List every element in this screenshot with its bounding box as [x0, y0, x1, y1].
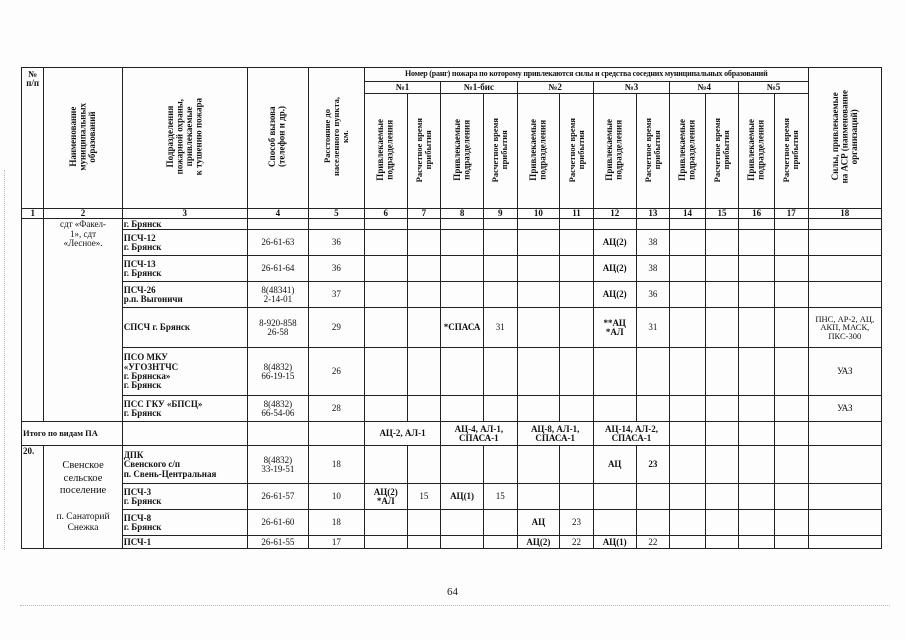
cell — [364, 396, 407, 422]
cell — [705, 348, 739, 396]
rank3-time-cell: 38 — [636, 230, 670, 256]
col-num: 18 — [808, 209, 881, 219]
cell — [593, 396, 636, 422]
cell — [774, 256, 808, 282]
scan-bottom-marks — [20, 605, 890, 606]
cell — [670, 446, 706, 484]
cell — [122, 422, 247, 446]
rank1-time-cell: 15 — [407, 484, 441, 510]
unit-cell: ПСО МКУ «УГОЗНТЧС г. Брянска» г. Брянск — [122, 348, 247, 396]
cell — [705, 282, 739, 308]
header-time-r1: Расчетное время прибытия — [407, 94, 441, 209]
phone-cell: 8(4832) 33-19-51 — [247, 446, 308, 484]
cell — [407, 536, 441, 549]
cell — [739, 510, 775, 536]
unit-cell: ПСЧ-3 г. Брянск — [122, 484, 247, 510]
cell — [739, 446, 775, 484]
asr-cell — [808, 536, 881, 549]
cell — [407, 396, 441, 422]
phone-cell: 8(4832) 66-54-06 — [247, 396, 308, 422]
unit-cell: ПСЧ-26 р.п. Выгоничи — [122, 282, 247, 308]
header-units-r1: Привлекаемые подразделения — [364, 94, 407, 209]
distance-cell: 28 — [308, 396, 364, 422]
summary-rank-3: АЦ-14, АЛ-2, СПАСА-1 — [593, 422, 669, 446]
cell — [517, 446, 560, 484]
cell — [247, 422, 308, 446]
cell — [670, 536, 706, 549]
cell — [407, 446, 441, 484]
rank3-units-cell: АЦ(2) — [593, 230, 636, 256]
phone-cell: 26-61-64 — [247, 256, 308, 282]
col-num: 8 — [441, 209, 484, 219]
cell — [705, 396, 739, 422]
cell — [705, 219, 739, 230]
phone-cell: 8(4832) 66-19-15 — [247, 348, 308, 396]
cell — [739, 256, 775, 282]
cell — [364, 510, 407, 536]
col-num: 4 — [247, 209, 308, 219]
col-num: 15 — [705, 209, 739, 219]
table-row — [22, 446, 882, 484]
rank3-units-cell: АЦ(1) — [593, 536, 636, 549]
cell — [670, 484, 706, 510]
cell — [483, 282, 517, 308]
asr-cell — [808, 282, 881, 308]
header-rank-title: Номер (ранг) пожара по которому привлекаются силы и средства соседних муниципальных образований — [364, 68, 808, 82]
col-num: 12 — [593, 209, 636, 219]
distance-cell — [308, 219, 364, 230]
table-row — [22, 396, 882, 422]
cell — [670, 282, 706, 308]
cell — [308, 422, 364, 446]
cell — [364, 308, 407, 348]
municipality-cell — [44, 446, 122, 549]
cell — [441, 219, 484, 230]
cell — [364, 256, 407, 282]
cell — [774, 230, 808, 256]
cell — [739, 536, 775, 549]
table-row — [22, 219, 882, 230]
cell — [670, 348, 706, 396]
cell — [407, 256, 441, 282]
distance-cell: 17 — [308, 536, 364, 549]
cell — [483, 230, 517, 256]
cell — [517, 484, 560, 510]
distance-cell: 36 — [308, 230, 364, 256]
cell — [517, 219, 560, 230]
rank1bis-time-cell: 15 — [483, 484, 517, 510]
summary-rank-2: АЦ-8, АЛ-1, СПАСА-1 — [517, 422, 593, 446]
cell — [483, 396, 517, 422]
unit-cell: ПСЧ-12 г. Брянск — [122, 230, 247, 256]
header-rank-5: №5 — [739, 82, 808, 94]
rank2-units-cell: АЦ — [517, 510, 560, 536]
distance-cell: 26 — [308, 348, 364, 396]
cell — [774, 536, 808, 549]
unit-cell: ПСЧ-8 г. Брянск — [122, 510, 247, 536]
header-distance: Расстояние до населенного пункта, км. — [308, 68, 364, 209]
header-asr-forces: Силы, привлекаемые на АСР (наименование организаций) — [808, 68, 881, 209]
cell — [517, 396, 560, 422]
cell — [774, 219, 808, 230]
cell — [560, 282, 594, 308]
header-municipality: Наименование муниципальных образований — [44, 68, 122, 209]
unit-cell: ПСЧ-1 — [122, 536, 247, 549]
cell — [593, 510, 636, 536]
col-num: 5 — [308, 209, 364, 219]
col-num: 2 — [44, 209, 122, 219]
header-rank-3: №3 — [593, 82, 669, 94]
column-number-row — [22, 209, 882, 219]
number-cell: 20. — [22, 446, 44, 549]
cell — [705, 256, 739, 282]
cell — [407, 219, 441, 230]
unit-cell: ПСЧ-13 г. Брянск — [122, 256, 247, 282]
number-cell — [22, 219, 44, 422]
table-row — [22, 348, 882, 396]
cell — [364, 219, 407, 230]
cell — [636, 219, 670, 230]
cell — [517, 282, 560, 308]
header-time-r3: Расчетное время прибытия — [636, 94, 670, 209]
table-row — [22, 536, 882, 549]
page-number: 64 — [447, 586, 458, 598]
asr-cell — [808, 256, 881, 282]
cell — [407, 348, 441, 396]
cell — [774, 282, 808, 308]
cell — [517, 256, 560, 282]
cell — [670, 308, 706, 348]
cell — [705, 536, 739, 549]
cell — [739, 484, 775, 510]
header-time-r1bis: Расчетное время прибытия — [483, 94, 517, 209]
table-row — [22, 230, 882, 256]
cell — [739, 219, 775, 230]
cell — [670, 510, 706, 536]
phone-cell: 8-920-858 26-58 — [247, 308, 308, 348]
phone-cell: 26-61-60 — [247, 510, 308, 536]
table-row — [22, 256, 882, 282]
cell — [483, 446, 517, 484]
cell — [739, 396, 775, 422]
summary-rank-1: АЦ-2, АЛ-1 — [364, 422, 440, 446]
cell — [364, 536, 407, 549]
asr-cell: УАЗ — [808, 396, 881, 422]
cell — [407, 282, 441, 308]
cell — [560, 396, 594, 422]
rank3-time-cell: 22 — [636, 536, 670, 549]
cell — [517, 230, 560, 256]
cell — [441, 396, 484, 422]
col-num: 3 — [122, 209, 247, 219]
rank2-units-cell: АЦ(2) — [517, 536, 560, 549]
municipality-cell: сдт «Факел- 1», сдт «Лесное». — [44, 219, 122, 422]
col-num: 7 — [407, 209, 441, 219]
cell — [774, 308, 808, 348]
cell — [483, 536, 517, 549]
cell — [560, 308, 594, 348]
cell — [560, 256, 594, 282]
rank3-time-cell: 23 — [636, 446, 670, 484]
cell — [441, 348, 484, 396]
cell — [705, 230, 739, 256]
header-units-r3: Привлекаемые подразделения — [593, 94, 636, 209]
cell — [670, 219, 706, 230]
cell — [560, 446, 594, 484]
phone-cell: 8(48341) 2-14-01 — [247, 282, 308, 308]
cell — [739, 348, 775, 396]
distance-cell: 10 — [308, 484, 364, 510]
phone-cell — [247, 219, 308, 230]
cell — [407, 230, 441, 256]
header-rank-1: №1 — [364, 82, 440, 94]
header-time-r5: Расчетное время прибытия — [774, 94, 808, 209]
cell — [670, 256, 706, 282]
cell — [364, 282, 407, 308]
cell — [441, 282, 484, 308]
cell — [774, 396, 808, 422]
cell — [483, 219, 517, 230]
header-time-r2: Расчетное время прибытия — [560, 94, 594, 209]
asr-cell — [808, 510, 881, 536]
header-number: № п/п — [22, 68, 44, 209]
table-row — [22, 308, 882, 348]
cell — [705, 422, 739, 446]
cell — [593, 348, 636, 396]
header-units-r5: Привлекаемые подразделения — [739, 94, 775, 209]
cell — [441, 446, 484, 484]
cell — [670, 230, 706, 256]
cell — [670, 422, 706, 446]
phone-cell: 26-61-55 — [247, 536, 308, 549]
rank3-time-cell: 38 — [636, 256, 670, 282]
cell — [483, 256, 517, 282]
cell — [407, 510, 441, 536]
col-num: 6 — [364, 209, 407, 219]
col-num: 1 — [22, 209, 44, 219]
cell — [593, 219, 636, 230]
asr-cell: ПНС, АР-2, АЦ, АКП, МАСК, ПКС-300 — [808, 308, 881, 348]
cell — [774, 446, 808, 484]
cell — [705, 484, 739, 510]
col-num: 17 — [774, 209, 808, 219]
distance-cell: 37 — [308, 282, 364, 308]
cell — [774, 484, 808, 510]
cell — [517, 348, 560, 396]
col-num: 13 — [636, 209, 670, 219]
cell — [636, 484, 670, 510]
table-row — [22, 484, 882, 510]
scan-margin-marks — [4, 170, 7, 550]
cell — [636, 510, 670, 536]
cell — [560, 484, 594, 510]
header-fire-units: Подразделения пожарной охраны, привлекаемые к тушению пожара — [122, 68, 247, 209]
cell — [560, 348, 594, 396]
rank1-units-cell: АЦ(2) *АЛ — [364, 484, 407, 510]
header-units-r2: Привлекаемые подразделения — [517, 94, 560, 209]
summary-row — [22, 422, 882, 446]
fire-forces-table — [21, 67, 882, 549]
rank1bis-units-cell: АЦ(1) — [441, 484, 484, 510]
header-units-r4: Привлекаемые подразделения — [670, 94, 706, 209]
header-units-r1bis: Привлекаемые подразделения — [441, 94, 484, 209]
cell — [808, 422, 881, 446]
col-num: 11 — [560, 209, 594, 219]
asr-cell: УАЗ — [808, 348, 881, 396]
phone-cell: 26-61-63 — [247, 230, 308, 256]
distance-cell: 36 — [308, 256, 364, 282]
summary-rank-1bis: АЦ-4, АЛ-1, СПАСА-1 — [441, 422, 517, 446]
distance-cell: 29 — [308, 308, 364, 348]
rank2-time-cell: 23 — [560, 510, 594, 536]
rank1bis-units-cell: *СПАСА — [441, 308, 484, 348]
cell — [364, 446, 407, 484]
unit-cell: ДПК Свенского с/п п. Свень-Центральная — [122, 446, 247, 484]
table-row — [22, 510, 882, 536]
cell — [705, 446, 739, 484]
cell — [705, 510, 739, 536]
municipality-name: Свенское сельское поселение — [59, 460, 107, 497]
unit-cell: г. Брянск — [122, 219, 247, 230]
cell — [670, 396, 706, 422]
col-num: 10 — [517, 209, 560, 219]
col-num: 9 — [483, 209, 517, 219]
phone-cell: 26-61-57 — [247, 484, 308, 510]
cell — [636, 396, 670, 422]
rank3-time-cell: 36 — [636, 282, 670, 308]
rank3-time-cell: 31 — [636, 308, 670, 348]
rank3-units-cell: **АЦ *АЛ — [593, 308, 636, 348]
header-call-method: Способ вызова (телефон и др.) — [247, 68, 308, 209]
rank3-units-cell: АЦ(2) — [593, 256, 636, 282]
cell — [774, 422, 808, 446]
table-row — [22, 282, 882, 308]
unit-cell: СПСЧ г. Брянск — [122, 308, 247, 348]
col-num: 16 — [739, 209, 775, 219]
asr-cell — [808, 219, 881, 230]
col-num: 14 — [670, 209, 706, 219]
cell — [705, 308, 739, 348]
cell — [636, 348, 670, 396]
header-time-r4: Расчетное время прибытия — [705, 94, 739, 209]
asr-cell — [808, 446, 881, 484]
rank1bis-time-cell: 31 — [483, 308, 517, 348]
cell — [364, 348, 407, 396]
cell — [739, 422, 775, 446]
header-rank-1bis: №1-бис — [441, 82, 517, 94]
cell — [441, 510, 484, 536]
cell — [560, 230, 594, 256]
asr-cell — [808, 230, 881, 256]
unit-cell: ПСС ГКУ «БПСЦ» г. Брянск — [122, 396, 247, 422]
header-rank-2: №2 — [517, 82, 593, 94]
distance-cell: 18 — [308, 446, 364, 484]
rank2-time-cell: 22 — [560, 536, 594, 549]
cell — [517, 308, 560, 348]
header-row-1 — [22, 68, 882, 82]
cell — [483, 348, 517, 396]
cell — [774, 510, 808, 536]
cell — [364, 230, 407, 256]
cell — [441, 256, 484, 282]
municipality-settlement: п. Санаторий Снежка — [56, 511, 110, 534]
cell — [774, 348, 808, 396]
cell — [739, 230, 775, 256]
header-rank-4: №4 — [670, 82, 739, 94]
cell — [483, 510, 517, 536]
rank3-units-cell: АЦ — [593, 446, 636, 484]
cell — [739, 308, 775, 348]
cell — [593, 484, 636, 510]
cell — [560, 219, 594, 230]
cell — [441, 536, 484, 549]
cell — [739, 282, 775, 308]
summary-label: Итого по видам ПА — [22, 422, 123, 446]
cell — [441, 230, 484, 256]
distance-cell: 18 — [308, 510, 364, 536]
cell — [407, 308, 441, 348]
rank3-units-cell: АЦ(2) — [593, 282, 636, 308]
asr-cell — [808, 484, 881, 510]
